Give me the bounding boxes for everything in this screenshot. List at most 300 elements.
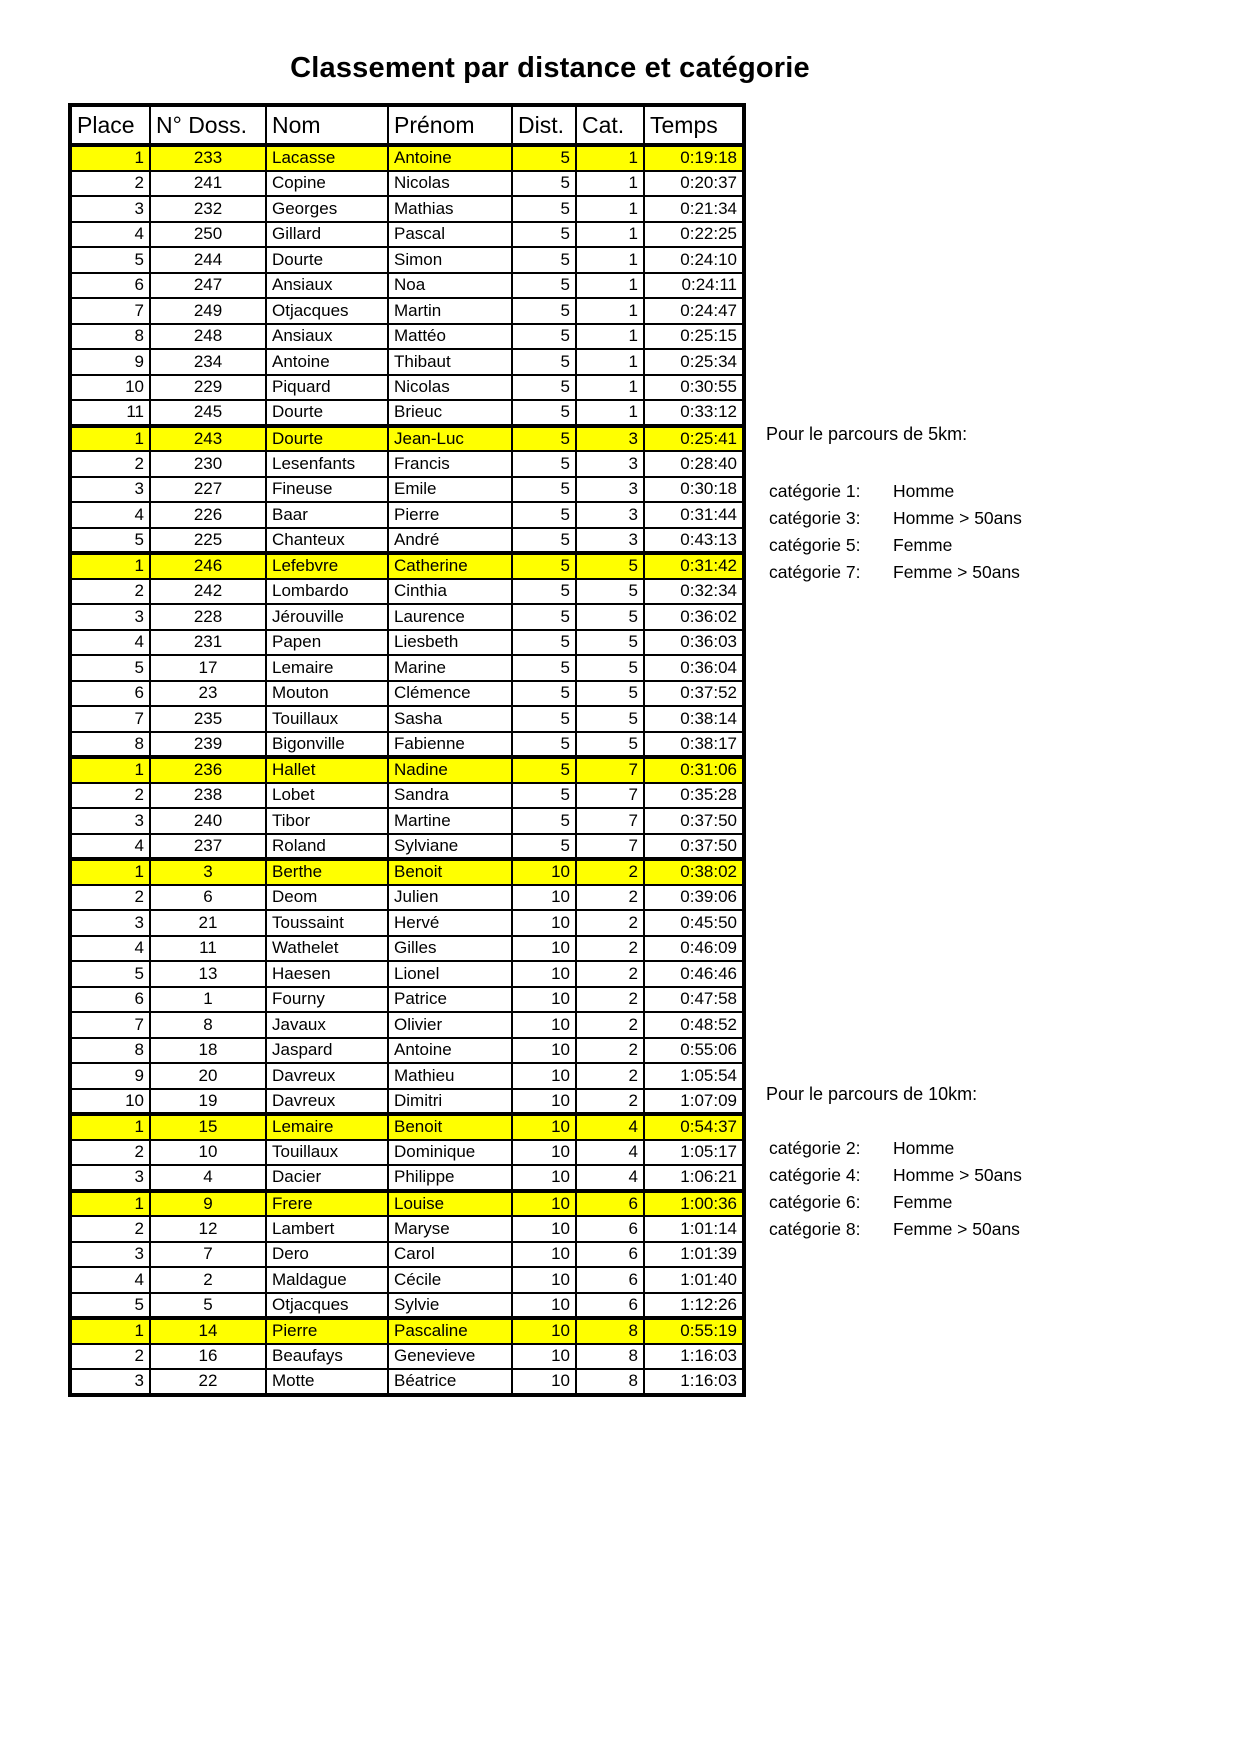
- cell-dist: 10: [512, 885, 576, 911]
- table-row: [70, 1216, 744, 1242]
- cell-dist: 10: [512, 859, 576, 885]
- cell-nom: Lesenfants: [266, 451, 388, 477]
- table-row: [70, 1242, 744, 1268]
- page-title: Classement par distance et catégorie: [290, 52, 810, 84]
- cell-dossard: 17: [150, 655, 266, 681]
- cell-dossard: 20: [150, 1063, 266, 1089]
- cell-dist: 10: [512, 1140, 576, 1166]
- cell-nom: Toussaint: [266, 910, 388, 936]
- cell-dossard: 246: [150, 553, 266, 579]
- cell-temps: 0:37:50: [644, 834, 744, 860]
- column-header-nom: Nom: [266, 105, 388, 145]
- table-row: [70, 349, 744, 375]
- cell-temps: 0:25:34: [644, 349, 744, 375]
- cell-dossard: 225: [150, 528, 266, 554]
- cell-dossard: 240: [150, 808, 266, 834]
- cell-cat: 2: [576, 961, 644, 987]
- category-label: catégorie 7:: [769, 562, 861, 582]
- table-row: [70, 171, 744, 197]
- cell-prenom: Martin: [388, 298, 512, 324]
- cell-place: 1: [70, 426, 150, 452]
- table-row: [70, 477, 744, 503]
- cell-cat: 2: [576, 1089, 644, 1115]
- cell-prenom: Brieuc: [388, 400, 512, 426]
- cell-cat: 1: [576, 400, 644, 426]
- cell-prenom: Marine: [388, 655, 512, 681]
- cell-dossard: 247: [150, 273, 266, 299]
- cell-nom: Fourny: [266, 987, 388, 1013]
- cell-prenom: Gilles: [388, 936, 512, 962]
- cell-prenom: Antoine: [388, 145, 512, 171]
- cell-temps: 1:01:40: [644, 1267, 744, 1293]
- cell-temps: 1:05:17: [644, 1140, 744, 1166]
- cell-temps: 0:36:02: [644, 604, 744, 630]
- table-row: [70, 1267, 744, 1293]
- cell-cat: 1: [576, 349, 644, 375]
- table-row: [70, 145, 744, 171]
- cell-temps: 0:20:37: [644, 171, 744, 197]
- cell-temps: 0:21:34: [644, 196, 744, 222]
- cell-dist: 10: [512, 1344, 576, 1370]
- cell-place: 3: [70, 1242, 150, 1268]
- cell-place: 2: [70, 885, 150, 911]
- cell-prenom: Francis: [388, 451, 512, 477]
- cell-dist: 5: [512, 655, 576, 681]
- cell-dist: 5: [512, 349, 576, 375]
- table-row: [70, 1293, 744, 1319]
- cell-temps: 0:28:40: [644, 451, 744, 477]
- cell-temps: 0:36:03: [644, 630, 744, 656]
- cell-nom: Fineuse: [266, 477, 388, 503]
- cell-temps: 0:46:46: [644, 961, 744, 987]
- cell-prenom: Fabienne: [388, 732, 512, 758]
- category-label: catégorie 5:: [769, 535, 861, 555]
- table-row: [70, 1191, 744, 1217]
- cell-place: 6: [70, 273, 150, 299]
- cell-nom: Baar: [266, 502, 388, 528]
- cell-cat: 7: [576, 757, 644, 783]
- cell-dist: 5: [512, 145, 576, 171]
- cell-place: 6: [70, 681, 150, 707]
- cell-dist: 5: [512, 681, 576, 707]
- column-header-dist: Dist.: [512, 105, 576, 145]
- cell-prenom: André: [388, 528, 512, 554]
- cell-cat: 4: [576, 1114, 644, 1140]
- table-row: [70, 910, 744, 936]
- cell-dist: 5: [512, 528, 576, 554]
- table-row: [70, 1063, 744, 1089]
- cell-place: 4: [70, 834, 150, 860]
- cell-nom: Dacier: [266, 1165, 388, 1191]
- cell-dossard: 16: [150, 1344, 266, 1370]
- cell-temps: 0:55:06: [644, 1038, 744, 1064]
- category-legend-row: [769, 1135, 1022, 1162]
- cell-temps: 0:24:10: [644, 247, 744, 273]
- table-row: [70, 222, 744, 248]
- cell-nom: Jaspard: [266, 1038, 388, 1064]
- cell-place: 3: [70, 808, 150, 834]
- cell-place: 3: [70, 604, 150, 630]
- cell-prenom: Dimitri: [388, 1089, 512, 1115]
- cell-temps: 0:25:15: [644, 324, 744, 350]
- cell-place: 3: [70, 910, 150, 936]
- cell-cat: 1: [576, 171, 644, 197]
- cell-nom: Georges: [266, 196, 388, 222]
- cell-dossard: 5: [150, 1293, 266, 1319]
- cell-place: 3: [70, 196, 150, 222]
- cell-prenom: Nicolas: [388, 171, 512, 197]
- category-value: Homme: [893, 1138, 955, 1158]
- cell-dossard: 11: [150, 936, 266, 962]
- cell-place: 1: [70, 145, 150, 171]
- cell-dossard: 237: [150, 834, 266, 860]
- cell-cat: 5: [576, 681, 644, 707]
- cell-prenom: Lionel: [388, 961, 512, 987]
- cell-place: 2: [70, 171, 150, 197]
- table-row: [70, 247, 744, 273]
- cell-temps: 0:24:11: [644, 273, 744, 299]
- cell-temps: 0:32:34: [644, 579, 744, 605]
- cell-nom: Antoine: [266, 349, 388, 375]
- cell-cat: 1: [576, 298, 644, 324]
- cell-dossard: 250: [150, 222, 266, 248]
- cell-dist: 5: [512, 757, 576, 783]
- cell-temps: 0:31:44: [644, 502, 744, 528]
- category-value: Femme > 50ans: [893, 1219, 1020, 1239]
- cell-dossard: 12: [150, 1216, 266, 1242]
- table-row: [70, 375, 744, 401]
- cell-dossard: 1: [150, 987, 266, 1013]
- cell-temps: 0:39:06: [644, 885, 744, 911]
- cell-temps: 0:37:52: [644, 681, 744, 707]
- category-legend-row: [769, 505, 1022, 532]
- cell-dist: 5: [512, 477, 576, 503]
- cell-temps: 0:38:14: [644, 706, 744, 732]
- cell-cat: 6: [576, 1267, 644, 1293]
- cell-dist: 10: [512, 987, 576, 1013]
- cell-dossard: 9: [150, 1191, 266, 1217]
- cell-dist: 5: [512, 426, 576, 452]
- cell-nom: Lambert: [266, 1216, 388, 1242]
- cell-cat: 8: [576, 1344, 644, 1370]
- table-row: [70, 324, 744, 350]
- cell-temps: 0:54:37: [644, 1114, 744, 1140]
- category-label: catégorie 2:: [769, 1138, 861, 1158]
- cell-dossard: 7: [150, 1242, 266, 1268]
- table-row: [70, 579, 744, 605]
- category-legend-row: [769, 559, 1022, 586]
- cell-cat: 4: [576, 1140, 644, 1166]
- cell-dossard: 23: [150, 681, 266, 707]
- cell-dossard: 226: [150, 502, 266, 528]
- cell-prenom: Sasha: [388, 706, 512, 732]
- cell-cat: 1: [576, 247, 644, 273]
- cell-dossard: 244: [150, 247, 266, 273]
- cell-dossard: 2: [150, 1267, 266, 1293]
- cell-place: 7: [70, 706, 150, 732]
- cell-cat: 3: [576, 502, 644, 528]
- cell-cat: 5: [576, 706, 644, 732]
- results-table: [68, 103, 746, 1397]
- cell-temps: 0:33:12: [644, 400, 744, 426]
- cell-prenom: Mattéo: [388, 324, 512, 350]
- cell-dist: 5: [512, 783, 576, 809]
- cell-dist: 10: [512, 1293, 576, 1319]
- cell-place: 5: [70, 961, 150, 987]
- cell-dist: 5: [512, 604, 576, 630]
- table-row: [70, 400, 744, 426]
- cell-dist: 5: [512, 706, 576, 732]
- cell-cat: 5: [576, 655, 644, 681]
- cell-nom: Davreux: [266, 1089, 388, 1115]
- cell-cat: 5: [576, 579, 644, 605]
- cell-cat: 3: [576, 451, 644, 477]
- cell-prenom: Sylvie: [388, 1293, 512, 1319]
- table-row: [70, 553, 744, 579]
- cell-dist: 10: [512, 1038, 576, 1064]
- table-row: [70, 834, 744, 860]
- cell-place: 4: [70, 502, 150, 528]
- cell-dist: 10: [512, 1369, 576, 1395]
- cell-place: 1: [70, 859, 150, 885]
- cell-temps: 1:07:09: [644, 1089, 744, 1115]
- cell-dist: 5: [512, 732, 576, 758]
- cell-temps: 1:16:03: [644, 1369, 744, 1395]
- column-header-cat: Cat.: [576, 105, 644, 145]
- cell-nom: Lacasse: [266, 145, 388, 171]
- cell-cat: 4: [576, 1165, 644, 1191]
- cell-dossard: 22: [150, 1369, 266, 1395]
- cell-place: 10: [70, 1089, 150, 1115]
- table-row: [70, 630, 744, 656]
- cell-dossard: 15: [150, 1114, 266, 1140]
- table-row: [70, 1140, 744, 1166]
- cell-dossard: 13: [150, 961, 266, 987]
- cell-place: 3: [70, 477, 150, 503]
- cell-nom: Haesen: [266, 961, 388, 987]
- cell-dossard: 227: [150, 477, 266, 503]
- cell-cat: 1: [576, 273, 644, 299]
- category-value: Homme: [893, 481, 955, 501]
- table-row: [70, 298, 744, 324]
- cell-nom: Beaufays: [266, 1344, 388, 1370]
- cell-prenom: Cinthia: [388, 579, 512, 605]
- cell-prenom: Pascal: [388, 222, 512, 248]
- cell-prenom: Olivier: [388, 1012, 512, 1038]
- cell-dossard: 241: [150, 171, 266, 197]
- cell-nom: Otjacques: [266, 298, 388, 324]
- cell-nom: Motte: [266, 1369, 388, 1395]
- cell-temps: 1:01:39: [644, 1242, 744, 1268]
- cell-cat: 2: [576, 1038, 644, 1064]
- cell-cat: 6: [576, 1293, 644, 1319]
- note-10km-title: Pour le parcours de 10km:: [766, 1084, 978, 1104]
- table-row: [70, 808, 744, 834]
- cell-dossard: 231: [150, 630, 266, 656]
- cell-nom: Lefebvre: [266, 553, 388, 579]
- cell-cat: 1: [576, 222, 644, 248]
- cell-cat: 6: [576, 1242, 644, 1268]
- cell-prenom: Béatrice: [388, 1369, 512, 1395]
- table-row: [70, 604, 744, 630]
- cell-temps: 1:16:03: [644, 1344, 744, 1370]
- cell-cat: 5: [576, 732, 644, 758]
- cell-dist: 5: [512, 196, 576, 222]
- cell-place: 3: [70, 1369, 150, 1395]
- cell-place: 10: [70, 375, 150, 401]
- cell-dist: 10: [512, 936, 576, 962]
- cell-temps: 1:01:14: [644, 1216, 744, 1242]
- category-value: Homme > 50ans: [893, 508, 1022, 528]
- table-row: [70, 1012, 744, 1038]
- cell-temps: 0:38:02: [644, 859, 744, 885]
- cell-dist: 10: [512, 910, 576, 936]
- category-legend-row: [769, 478, 1022, 505]
- cell-prenom: Noa: [388, 273, 512, 299]
- table-row: [70, 1318, 744, 1344]
- cell-dist: 5: [512, 400, 576, 426]
- cell-nom: Hallet: [266, 757, 388, 783]
- cell-cat: 2: [576, 885, 644, 911]
- cell-dossard: 235: [150, 706, 266, 732]
- category-legend-5km: [769, 478, 1022, 586]
- table-row: [70, 885, 744, 911]
- cell-dossard: 249: [150, 298, 266, 324]
- category-value: Femme > 50ans: [893, 562, 1020, 582]
- cell-cat: 8: [576, 1369, 644, 1395]
- cell-temps: 0:47:58: [644, 987, 744, 1013]
- category-legend-row: [769, 532, 1022, 559]
- cell-temps: 1:05:54: [644, 1063, 744, 1089]
- category-legend-row: [769, 1162, 1022, 1189]
- table-row: [70, 655, 744, 681]
- cell-place: 2: [70, 1216, 150, 1242]
- cell-place: 9: [70, 349, 150, 375]
- cell-temps: 0:43:13: [644, 528, 744, 554]
- cell-place: 1: [70, 757, 150, 783]
- category-value: Femme: [893, 1192, 953, 1212]
- cell-temps: 1:12:26: [644, 1293, 744, 1319]
- table-row: [70, 1344, 744, 1370]
- cell-place: 1: [70, 1318, 150, 1344]
- cell-prenom: Pierre: [388, 502, 512, 528]
- cell-cat: 6: [576, 1216, 644, 1242]
- cell-cat: 7: [576, 834, 644, 860]
- cell-cat: 2: [576, 1063, 644, 1089]
- table-row: [70, 1165, 744, 1191]
- category-label: catégorie 1:: [769, 481, 861, 501]
- column-header-temps: Temps: [644, 105, 744, 145]
- cell-place: 5: [70, 655, 150, 681]
- cell-nom: Dero: [266, 1242, 388, 1268]
- cell-prenom: Julien: [388, 885, 512, 911]
- cell-nom: Copine: [266, 171, 388, 197]
- cell-temps: 0:25:41: [644, 426, 744, 452]
- cell-temps: 0:36:04: [644, 655, 744, 681]
- cell-temps: 0:45:50: [644, 910, 744, 936]
- cell-nom: Wathelet: [266, 936, 388, 962]
- cell-prenom: Genevieve: [388, 1344, 512, 1370]
- cell-cat: 2: [576, 910, 644, 936]
- cell-dist: 5: [512, 808, 576, 834]
- cell-cat: 5: [576, 630, 644, 656]
- cell-nom: Dourte: [266, 247, 388, 273]
- cell-place: 6: [70, 987, 150, 1013]
- category-value: Femme: [893, 535, 953, 555]
- table-row: [70, 1089, 744, 1115]
- cell-place: 8: [70, 324, 150, 350]
- cell-prenom: Mathieu: [388, 1063, 512, 1089]
- cell-cat: 2: [576, 859, 644, 885]
- cell-place: 1: [70, 1114, 150, 1140]
- cell-prenom: Maryse: [388, 1216, 512, 1242]
- cell-prenom: Hervé: [388, 910, 512, 936]
- cell-cat: 7: [576, 808, 644, 834]
- column-header-prenom: Prénom: [388, 105, 512, 145]
- cell-place: 2: [70, 451, 150, 477]
- cell-prenom: Patrice: [388, 987, 512, 1013]
- cell-dist: 5: [512, 171, 576, 197]
- cell-dossard: 245: [150, 400, 266, 426]
- cell-place: 9: [70, 1063, 150, 1089]
- cell-dist: 5: [512, 451, 576, 477]
- category-label: catégorie 8:: [769, 1219, 861, 1239]
- cell-dossard: 229: [150, 375, 266, 401]
- cell-nom: Papen: [266, 630, 388, 656]
- cell-cat: 1: [576, 145, 644, 171]
- cell-dist: 10: [512, 1012, 576, 1038]
- cell-temps: 0:30:55: [644, 375, 744, 401]
- cell-place: 5: [70, 247, 150, 273]
- cell-temps: 0:38:17: [644, 732, 744, 758]
- cell-dist: 5: [512, 630, 576, 656]
- category-legend-row: [769, 1189, 1022, 1216]
- cell-prenom: Sylviane: [388, 834, 512, 860]
- cell-nom: Tibor: [266, 808, 388, 834]
- cell-nom: Mouton: [266, 681, 388, 707]
- column-header-place: Place: [70, 105, 150, 145]
- cell-dossard: 243: [150, 426, 266, 452]
- cell-nom: Lemaire: [266, 655, 388, 681]
- cell-dist: 10: [512, 1114, 576, 1140]
- table-row: [70, 757, 744, 783]
- cell-place: 7: [70, 298, 150, 324]
- cell-dist: 5: [512, 553, 576, 579]
- cell-prenom: Dominique: [388, 1140, 512, 1166]
- cell-cat: 3: [576, 477, 644, 503]
- cell-dist: 5: [512, 273, 576, 299]
- table-row: [70, 451, 744, 477]
- table-row: [70, 783, 744, 809]
- cell-temps: 0:55:19: [644, 1318, 744, 1344]
- table-row: [70, 1369, 744, 1395]
- cell-dist: 5: [512, 579, 576, 605]
- cell-place: 1: [70, 1191, 150, 1217]
- cell-dossard: 248: [150, 324, 266, 350]
- cell-dossard: 236: [150, 757, 266, 783]
- cell-dist: 10: [512, 1318, 576, 1344]
- cell-nom: Chanteux: [266, 528, 388, 554]
- cell-prenom: Martine: [388, 808, 512, 834]
- category-label: catégorie 4:: [769, 1165, 861, 1185]
- cell-nom: Gillard: [266, 222, 388, 248]
- cell-nom: Otjacques: [266, 1293, 388, 1319]
- cell-nom: Dourte: [266, 426, 388, 452]
- table-row: [70, 987, 744, 1013]
- cell-place: 4: [70, 630, 150, 656]
- table-row: [70, 732, 744, 758]
- cell-dist: 10: [512, 1165, 576, 1191]
